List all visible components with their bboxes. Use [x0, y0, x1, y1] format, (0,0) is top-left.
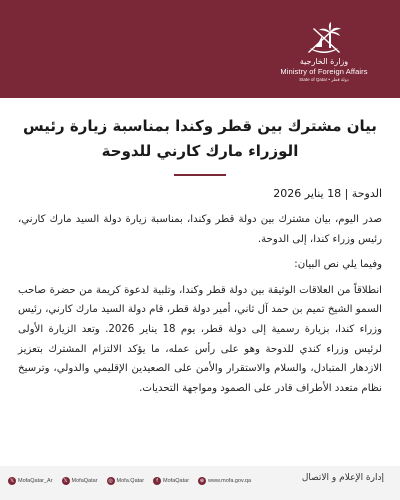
social-handle: MofaQatar — [163, 478, 190, 484]
dateline: الدوحة | 18 يناير 2026 — [273, 187, 382, 200]
social-links — [8, 474, 251, 488]
social-handle: MofaQatar_Ar — [18, 478, 53, 484]
paragraph-main: انطلاقاً من العلاقات الوثيقة بين دولة قطر وكندا، وتلبية لدعوة كريمة من حضرة صاحب السمو الشيخ تميم بن حمد آل ثاني، أمير دولة قطر، قام دولة السيد مارك كارني، رئيس وزراء كندا، بزيارة رسمية إلى دولة قطر، يوم 18 يناير 2026. وتعد الزيارة الأولى لرئيس وزراء كندي للدوحة وهو على رأس عمله، ما يؤكد الالتزام المشترك بتعزيز الازدهار المتبادل، والسلام والاستقرار والأمن على الصعيدين الإقليمي والدولي، وترسيخ نظام متعدد الأطراف قادر على الصمود ومواجهة التحديات. — [18, 284, 382, 394]
social-handle: Mofa.Qatar — [116, 478, 145, 484]
logo-subtitle: State of Qatar • دولة قطر — [299, 77, 349, 82]
title-divider — [174, 174, 226, 176]
x-icon: 𝕏 — [63, 478, 68, 484]
header-banner — [0, 0, 400, 98]
ministry-logo — [274, 22, 374, 94]
paragraph-lead: وفيما يلي نص البيان: — [294, 259, 382, 271]
paragraph-intro: صدر اليوم، بيان مشترك بين دولة قطر وكندا، بمناسبة زيارة دولة السيد مارك كارني، رئيس وزراء كندا، إلى الدوحة. — [18, 214, 382, 245]
department-name: إدارة الإعلام و الاتصال — [301, 473, 384, 483]
social-link[interactable] — [153, 477, 189, 485]
logo-english-text: Ministry of Foreign Affairs — [280, 67, 368, 76]
social-link[interactable] — [62, 477, 98, 485]
website-url: www.mofa.gov.qa — [208, 478, 252, 484]
statement-title: بيان مشترك بين قطر وكندا بمناسبة زيارة رئيس الوزراء مارك كارني للدوحة — [23, 117, 377, 160]
facebook-icon: f — [153, 477, 161, 485]
social-handle: MofaQatar — [71, 478, 98, 484]
globe-icon: ⊕ — [199, 478, 205, 484]
x-icon: 𝕏 — [9, 478, 15, 484]
logo-arabic-text: وزارة الخارجية — [299, 57, 349, 66]
footer-bar — [0, 466, 400, 500]
website-link[interactable] — [198, 477, 251, 485]
instagram-icon: ◎ — [108, 478, 113, 484]
social-link[interactable] — [8, 477, 53, 485]
statement-body — [18, 210, 382, 404]
qatar-emblem-icon — [304, 22, 344, 56]
social-link[interactable] — [107, 477, 145, 485]
